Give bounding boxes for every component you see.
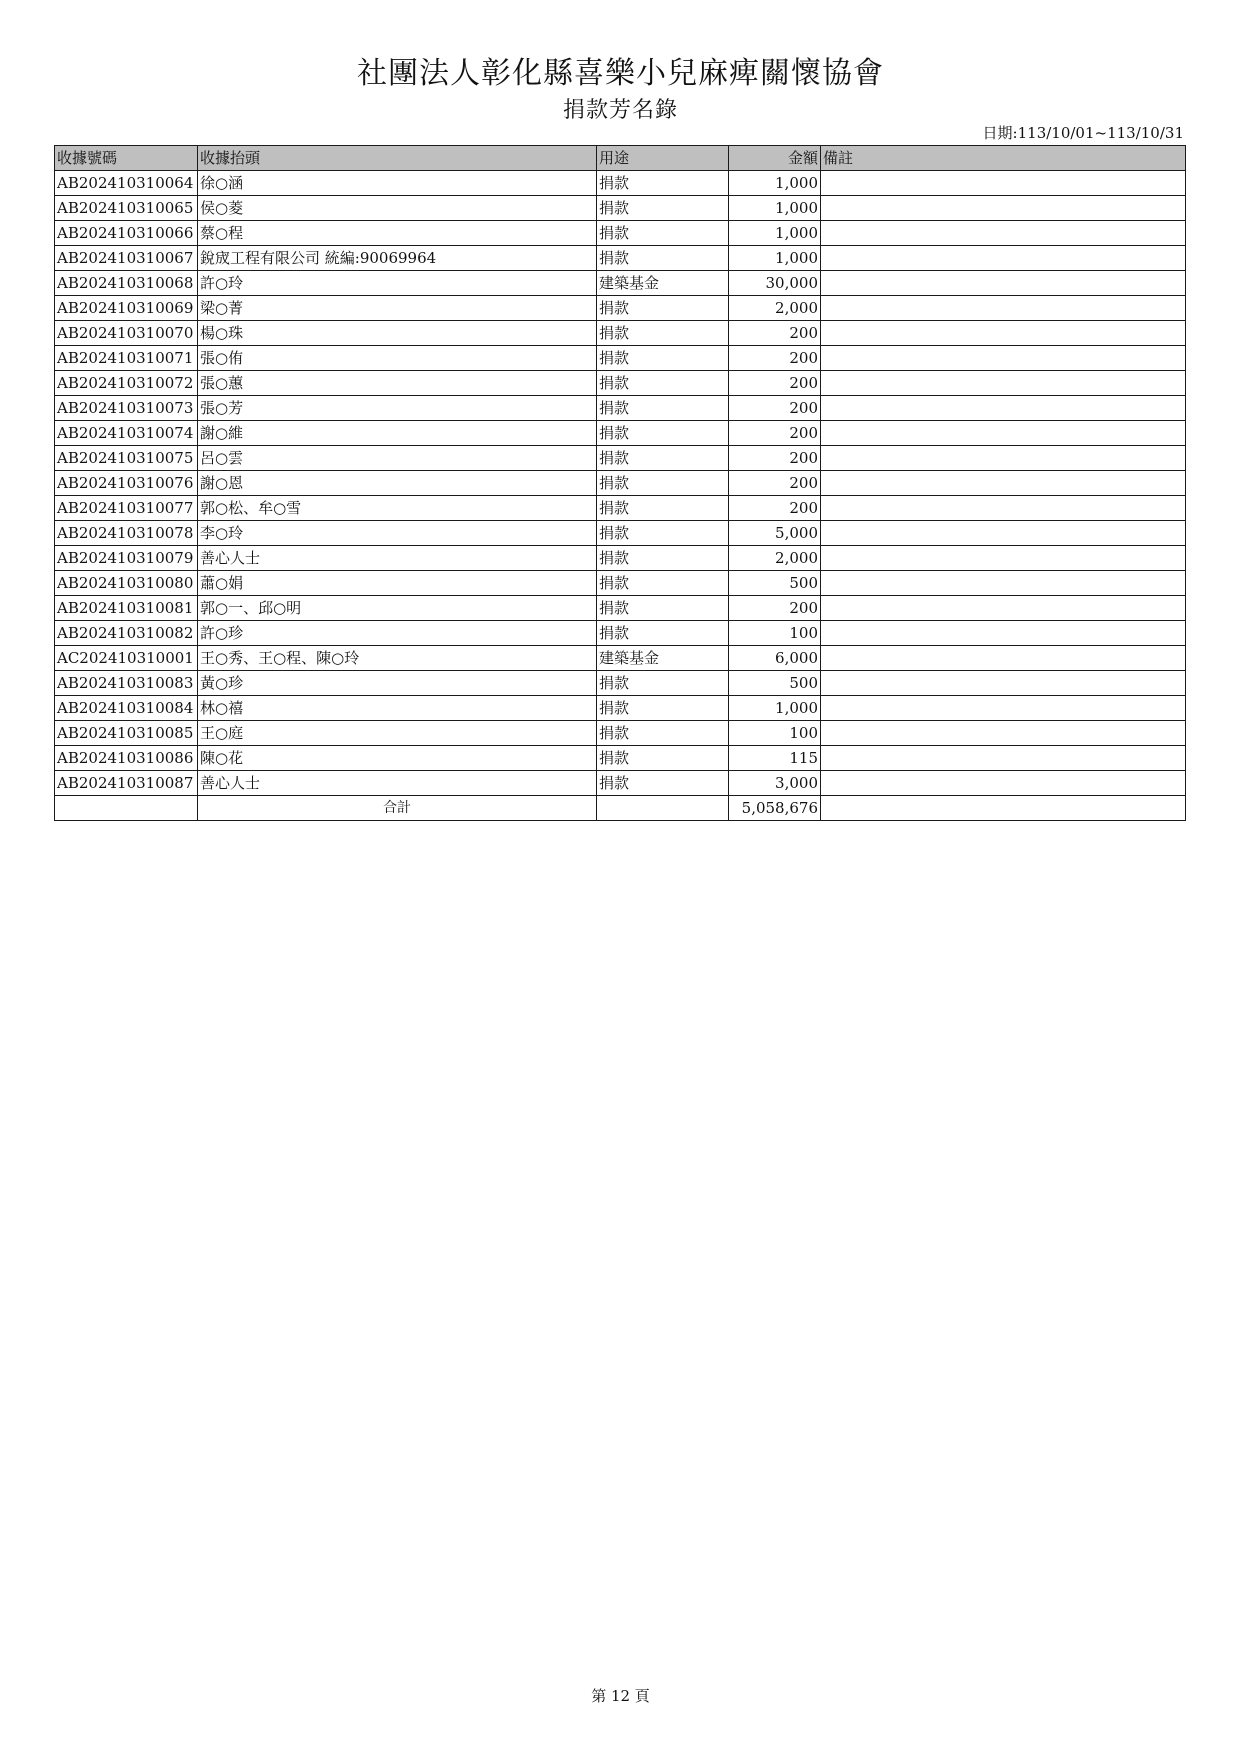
payer-cell: 張○芳 (198, 396, 597, 421)
purpose-cell: 捐款 (597, 571, 729, 596)
note-cell (821, 571, 1186, 596)
table-row (55, 196, 1186, 221)
purpose-cell: 捐款 (597, 221, 729, 246)
purpose-cell: 捐款 (597, 596, 729, 621)
document-subtitle: 捐款芳名錄 (562, 98, 678, 123)
receipt-number-cell: AB202410310086 (55, 746, 198, 771)
table-row (55, 521, 1186, 546)
table-row (55, 221, 1186, 246)
note-cell (821, 196, 1186, 221)
purpose-cell: 捐款 (597, 696, 729, 721)
payer-cell: 侯○菱 (198, 196, 597, 221)
payer-cell: 銳宬工程有限公司 統編:90069964 (198, 246, 597, 271)
column-header-receipt-no: 收據號碼 (55, 146, 198, 171)
receipt-number-cell: AC202410310001 (55, 646, 198, 671)
table-row (55, 546, 1186, 571)
table-row (55, 371, 1186, 396)
payer-cell: 郭○一、邱○明 (198, 596, 597, 621)
amount-cell: 30,000 (729, 271, 821, 296)
table-row (55, 671, 1186, 696)
amount-cell: 1,000 (729, 196, 821, 221)
note-cell (821, 646, 1186, 671)
payer-cell: 王○秀、王○程、陳○玲 (198, 646, 597, 671)
note-cell (821, 346, 1186, 371)
purpose-cell: 捐款 (597, 746, 729, 771)
page-number: 第 12 頁 (591, 1687, 650, 1705)
table-row (55, 346, 1186, 371)
table-row (55, 446, 1186, 471)
purpose-cell: 捐款 (597, 196, 729, 221)
purpose-cell: 捐款 (597, 496, 729, 521)
amount-cell: 2,000 (729, 546, 821, 571)
purpose-cell: 捐款 (597, 721, 729, 746)
receipt-number-cell: AB202410310075 (55, 446, 198, 471)
receipt-number-cell: AB202410310077 (55, 496, 198, 521)
table-row (55, 471, 1186, 496)
note-cell (821, 371, 1186, 396)
purpose-cell: 捐款 (597, 521, 729, 546)
receipt-number-cell: AB202410310068 (55, 271, 198, 296)
total-amount: 5,058,676 (729, 796, 821, 821)
payer-cell: 李○玲 (198, 521, 597, 546)
organization-title: 社團法人彰化縣喜樂小兒麻痺關懷協會 (357, 56, 884, 91)
note-cell (821, 396, 1186, 421)
payer-cell: 林○禧 (198, 696, 597, 721)
payer-cell: 張○蕙 (198, 371, 597, 396)
amount-cell: 200 (729, 371, 821, 396)
table-row (55, 321, 1186, 346)
table-row (55, 296, 1186, 321)
payer-cell: 王○庭 (198, 721, 597, 746)
receipt-number-cell: AB202410310066 (55, 221, 198, 246)
amount-cell: 100 (729, 721, 821, 746)
table-row (55, 771, 1186, 796)
receipt-number-cell: AB202410310070 (55, 321, 198, 346)
payer-cell: 楊○珠 (198, 321, 597, 346)
payer-cell: 陳○花 (198, 746, 597, 771)
note-cell (821, 321, 1186, 346)
payer-cell: 黃○珍 (198, 671, 597, 696)
note-cell (821, 546, 1186, 571)
receipt-number-cell: AB202410310069 (55, 296, 198, 321)
purpose-cell: 捐款 (597, 296, 729, 321)
table-row (55, 421, 1186, 446)
note-cell (821, 246, 1186, 271)
note-cell (821, 596, 1186, 621)
receipt-number-cell: AB202410310074 (55, 421, 198, 446)
amount-cell: 115 (729, 746, 821, 771)
purpose-cell: 建築基金 (597, 271, 729, 296)
amount-cell: 200 (729, 321, 821, 346)
amount-cell: 3,000 (729, 771, 821, 796)
amount-cell: 500 (729, 671, 821, 696)
purpose-cell: 捐款 (597, 546, 729, 571)
amount-cell: 6,000 (729, 646, 821, 671)
note-cell (821, 621, 1186, 646)
column-header-purpose: 用途 (597, 146, 729, 171)
amount-cell: 200 (729, 396, 821, 421)
payer-cell: 善心人士 (198, 771, 597, 796)
total-empty-cell (55, 796, 198, 821)
note-cell (821, 696, 1186, 721)
note-cell (821, 171, 1186, 196)
table-row (55, 746, 1186, 771)
column-header-amount: 金額 (729, 146, 821, 171)
table-row (55, 646, 1186, 671)
amount-cell: 100 (729, 621, 821, 646)
receipt-number-cell: AB202410310085 (55, 721, 198, 746)
receipt-number-cell: AB202410310082 (55, 621, 198, 646)
payer-cell: 善心人士 (198, 546, 597, 571)
table-row (55, 271, 1186, 296)
table-row (55, 571, 1186, 596)
payer-cell: 梁○菁 (198, 296, 597, 321)
amount-cell: 200 (729, 446, 821, 471)
header-row (55, 146, 1186, 171)
purpose-cell: 捐款 (597, 471, 729, 496)
purpose-cell: 捐款 (597, 321, 729, 346)
note-cell (821, 771, 1186, 796)
purpose-cell: 捐款 (597, 421, 729, 446)
payer-cell: 許○玲 (198, 271, 597, 296)
purpose-cell: 捐款 (597, 371, 729, 396)
receipt-number-cell: AB202410310078 (55, 521, 198, 546)
amount-cell: 1,000 (729, 221, 821, 246)
total-empty-cell (821, 796, 1186, 821)
amount-cell: 5,000 (729, 521, 821, 546)
amount-cell: 200 (729, 471, 821, 496)
payer-cell: 呂○雲 (198, 446, 597, 471)
note-cell (821, 496, 1186, 521)
note-cell (821, 521, 1186, 546)
amount-cell: 1,000 (729, 246, 821, 271)
donor-table (54, 145, 1186, 821)
table-row (55, 396, 1186, 421)
column-header-payer: 收據抬頭 (198, 146, 597, 171)
date-range: 日期:113/10/01~113/10/31 (982, 124, 1184, 142)
note-cell (821, 721, 1186, 746)
table-row (55, 171, 1186, 196)
receipt-number-cell: AB202410310064 (55, 171, 198, 196)
payer-cell: 張○侑 (198, 346, 597, 371)
note-cell (821, 471, 1186, 496)
purpose-cell: 捐款 (597, 671, 729, 696)
note-cell (821, 296, 1186, 321)
receipt-number-cell: AB202410310083 (55, 671, 198, 696)
amount-cell: 500 (729, 571, 821, 596)
purpose-cell: 捐款 (597, 446, 729, 471)
payer-cell: 謝○恩 (198, 471, 597, 496)
receipt-number-cell: AB202410310067 (55, 246, 198, 271)
table-body (55, 171, 1186, 821)
purpose-cell: 捐款 (597, 771, 729, 796)
receipt-number-cell: AB202410310081 (55, 596, 198, 621)
receipt-number-cell: AB202410310065 (55, 196, 198, 221)
note-cell (821, 271, 1186, 296)
receipt-number-cell: AB202410310076 (55, 471, 198, 496)
total-empty-cell (597, 796, 729, 821)
table-header (55, 146, 1186, 171)
payer-cell: 郭○松、牟○雪 (198, 496, 597, 521)
total-row (55, 796, 1186, 821)
note-cell (821, 746, 1186, 771)
receipt-number-cell: AB202410310073 (55, 396, 198, 421)
purpose-cell: 捐款 (597, 171, 729, 196)
amount-cell: 1,000 (729, 696, 821, 721)
note-cell (821, 221, 1186, 246)
amount-cell: 2,000 (729, 296, 821, 321)
table-row (55, 596, 1186, 621)
receipt-number-cell: AB202410310079 (55, 546, 198, 571)
note-cell (821, 446, 1186, 471)
purpose-cell: 捐款 (597, 621, 729, 646)
table-row (55, 721, 1186, 746)
payer-cell: 徐○涵 (198, 171, 597, 196)
receipt-number-cell: AB202410310084 (55, 696, 198, 721)
purpose-cell: 建築基金 (597, 646, 729, 671)
table-row (55, 696, 1186, 721)
receipt-number-cell: AB202410310080 (55, 571, 198, 596)
table-row (55, 621, 1186, 646)
amount-cell: 200 (729, 346, 821, 371)
receipt-number-cell: AB202410310072 (55, 371, 198, 396)
payer-cell: 謝○維 (198, 421, 597, 446)
note-cell (821, 421, 1186, 446)
purpose-cell: 捐款 (597, 396, 729, 421)
note-cell (821, 671, 1186, 696)
purpose-cell: 捐款 (597, 246, 729, 271)
receipt-number-cell: AB202410310087 (55, 771, 198, 796)
total-label: 合計 (198, 796, 597, 821)
receipt-number-cell: AB202410310071 (55, 346, 198, 371)
amount-cell: 200 (729, 496, 821, 521)
purpose-cell: 捐款 (597, 346, 729, 371)
payer-cell: 蕭○娟 (198, 571, 597, 596)
amount-cell: 1,000 (729, 171, 821, 196)
table-row (55, 496, 1186, 521)
payer-cell: 許○珍 (198, 621, 597, 646)
table-row (55, 246, 1186, 271)
column-header-note: 備註 (821, 146, 1186, 171)
payer-cell: 蔡○程 (198, 221, 597, 246)
amount-cell: 200 (729, 596, 821, 621)
amount-cell: 200 (729, 421, 821, 446)
